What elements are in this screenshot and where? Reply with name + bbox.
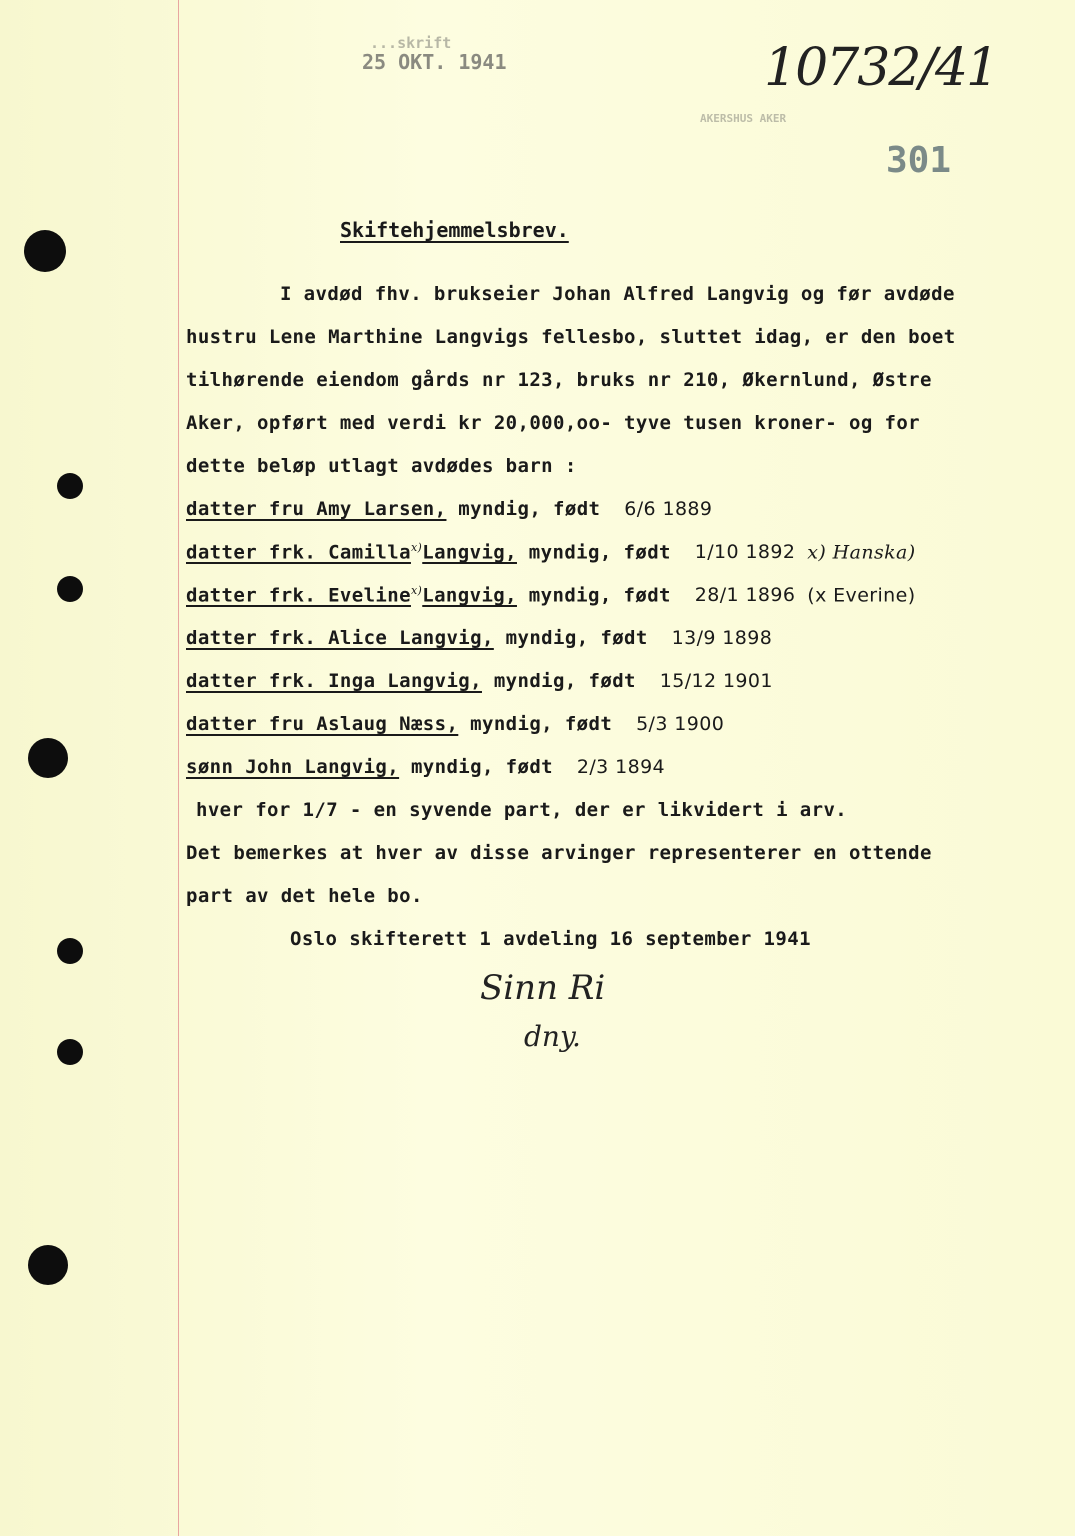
closing-line-2: Det bemerkes at hver av disse arvinger representerer en ottende xyxy=(186,842,932,864)
heir-birth-date: 6/6 1889 xyxy=(624,498,713,520)
office-stamp: ...skrift xyxy=(370,34,452,52)
heir-birth-date: 28/1 1896 xyxy=(694,584,796,607)
intro-line-4: Aker, opført med verdi kr 20,000,oo- tyve tusen kroner- og for xyxy=(186,412,921,434)
heir-row xyxy=(186,713,724,735)
heir-name: sønn John Langvig, xyxy=(186,756,400,778)
heir-birth-date: 5/3 1900 xyxy=(636,713,725,735)
heir-row xyxy=(186,627,772,649)
heir-birth-date: 13/9 1898 xyxy=(671,627,773,649)
sub-stamp: AKERSHUS AKER xyxy=(700,112,787,125)
heir-status: myndig, født xyxy=(516,584,671,607)
handwritten-correction: x) Hanska) xyxy=(807,541,916,564)
heir-name: datter frk. Alice Langvig, xyxy=(186,627,494,649)
heir-status: myndig, født xyxy=(481,670,636,692)
red-margin-line xyxy=(178,0,179,1536)
correction-note: (x Everine) xyxy=(807,584,916,607)
heir-status: myndig, født xyxy=(458,713,613,735)
judge-signature: Sinn Ri xyxy=(480,968,606,1008)
heir-status: myndig, født xyxy=(399,756,554,778)
punch-hole-2 xyxy=(57,473,83,499)
punch-hole-7 xyxy=(28,1245,68,1285)
place-date-line: Oslo skifterett 1 avdeling 16 september 1941 xyxy=(290,928,811,950)
signature-abbreviation: dny. xyxy=(524,1020,581,1053)
heir-name: datter fru Aslaug Næss, xyxy=(186,713,459,735)
heir-name: datter frk. Camilla xyxy=(186,541,411,564)
correction-mark: x) xyxy=(410,584,423,597)
heir-row xyxy=(186,498,712,520)
heir-row xyxy=(186,584,916,606)
heir-surname: Langvig, xyxy=(422,584,517,607)
page-number-stamp: 301 xyxy=(886,140,952,181)
heir-name: datter frk. Inga Langvig, xyxy=(186,670,482,692)
heir-row xyxy=(186,756,665,778)
heir-birth-date: 1/10 1892 xyxy=(694,541,796,564)
heir-status: myndig, født xyxy=(493,627,648,649)
heir-row xyxy=(186,670,773,692)
intro-line-5: dette beløp utlagt avdødes barn : xyxy=(186,455,577,477)
closing-line-1: hver for 1/7 - en syvende part, der er likvidert i arv. xyxy=(196,799,848,821)
closing-line-3: part av det hele bo. xyxy=(186,885,423,907)
punch-hole-4 xyxy=(28,738,68,778)
heir-status: myndig, født xyxy=(446,498,601,520)
heir-row xyxy=(186,541,916,563)
heir-birth-date: 15/12 1901 xyxy=(659,670,773,692)
punch-hole-3 xyxy=(57,576,83,602)
heir-surname: Langvig, xyxy=(422,541,517,564)
heir-name: datter frk. Eveline xyxy=(186,584,411,607)
intro-line-2: hustru Lene Marthine Langvigs fellesbo, sluttet idag, er den boet xyxy=(186,326,956,348)
heir-birth-date: 2/3 1894 xyxy=(576,756,666,778)
received-date-stamp: 25 OKT. 1941 xyxy=(362,50,507,74)
intro-line-1: I avdød fhv. brukseier Johan Alfred Langvig og før avdøde xyxy=(280,283,955,305)
heir-status: myndig, født xyxy=(516,541,671,564)
case-number: 10732/41 xyxy=(764,38,998,98)
correction-mark: x) xyxy=(410,541,423,554)
intro-line-3: tilhørende eiendom gårds nr 123, bruks nr 210, Økernlund, Østre xyxy=(186,369,932,391)
document-title: Skiftehjemmelsbrev. xyxy=(340,218,569,242)
heir-name: datter fru Amy Larsen, xyxy=(186,498,447,520)
punch-hole-5 xyxy=(57,938,83,964)
punch-hole-1 xyxy=(24,230,66,272)
punch-hole-6 xyxy=(57,1039,83,1065)
